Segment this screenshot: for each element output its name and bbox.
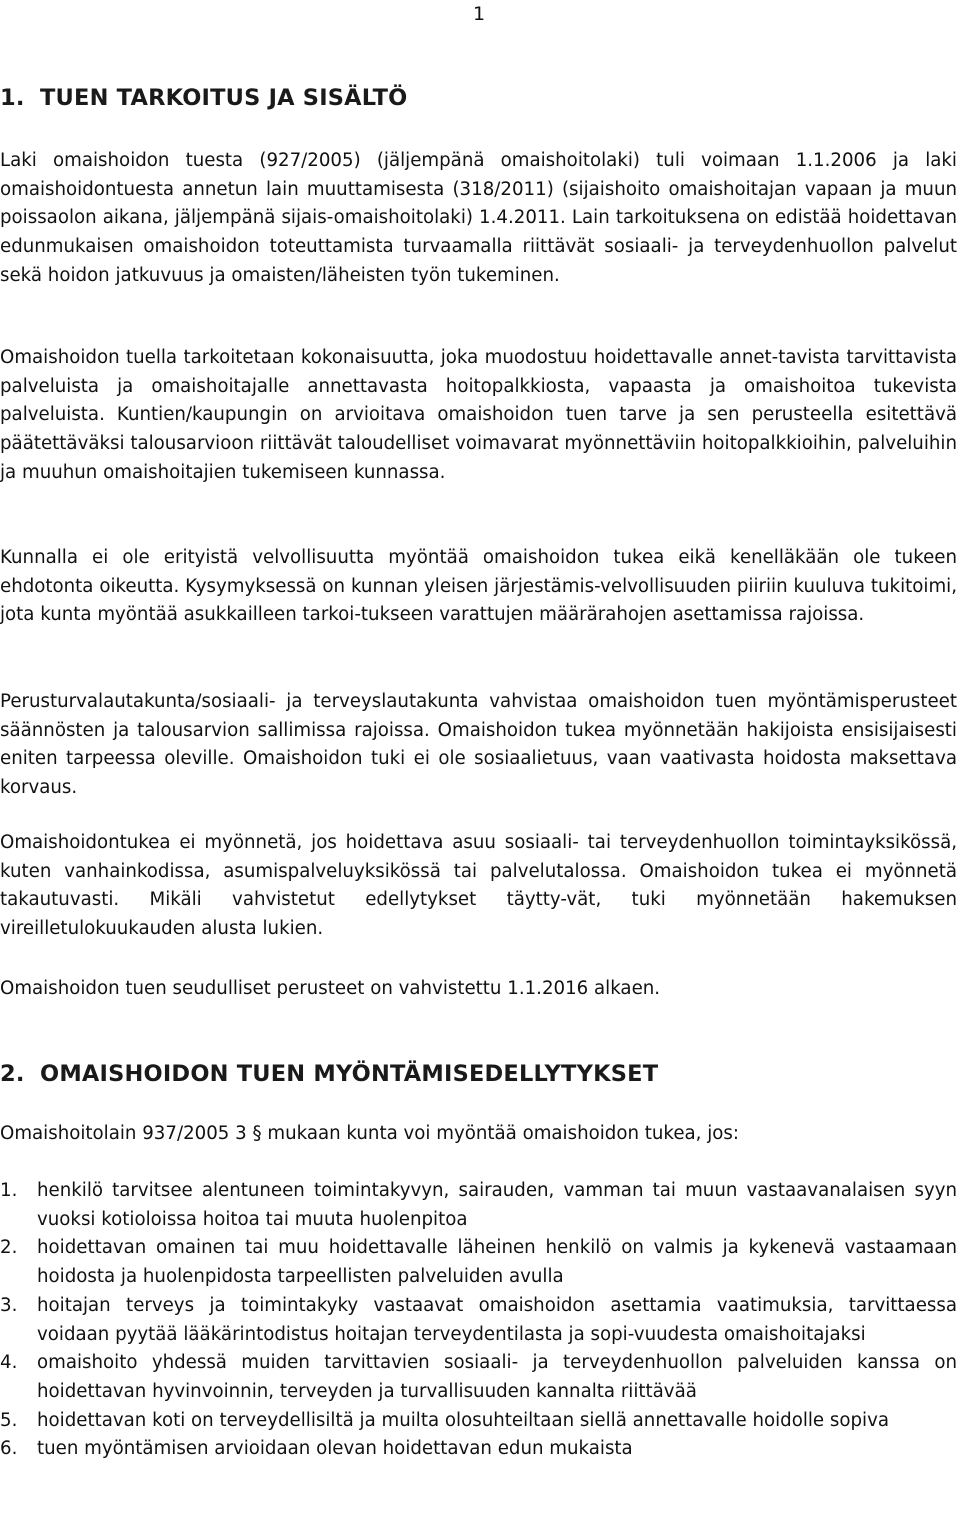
list-item-text: henkilö tarvitsee alentuneen toimintakyvyn, sairauden, vamman tai muun vastaavanalaisen syyn vuoksi kotioloissa hoitoa tai muuta huolenpitoa	[37, 1180, 957, 1230]
section-2-intro: Omaishoitolain 937/2005 3 § mukaan kunta voi myöntää omaishoidon tukea, jos:	[0, 1123, 739, 1144]
section-1-paragraph-5: Omaishoidontukea ei myönnetä, jos hoidettava asuu sosiaali- tai terveydenhuollon toimintayksikössä, kuten vanhainkodissa, asumispalveluyksikössä tai palvelutalossa. Omaishoidon tukea ei myönnetä takautuvasti. Mikäli vahvistetut edellytykset täytty-vät, tuki myönnetään hakemuksen vireilletulokuukauden alusta lukien.	[0, 832, 957, 940]
section-1-number: 1.	[0, 85, 25, 111]
section-2-title: OMAISHOIDON TUEN MYÖNTÄMISEDELLYTYKSET	[40, 1061, 659, 1087]
section-1-paragraph-6: Omaishoidon tuen seudulliset perusteet on vahvistettu 1.1.2016 alkaen.	[0, 978, 661, 999]
list-item	[0, 1292, 957, 1349]
list-item	[0, 1234, 957, 1291]
list-item-number: 6.	[0, 1438, 18, 1460]
section-1-heading	[0, 85, 407, 111]
list-item-number: 1.	[0, 1180, 18, 1201]
section-1-paragraph-4: Perusturvalautakunta/sosiaali- ja terveyslautakunta vahvistaa omaishoidon tuen myöntämisperusteet säännösten ja talousarvion sallimissa rajoissa. Omaishoidon tukea myönnetään hakijoista ensisijaisesti eniten tarpeessa oleville. Omaishoidon tuki ei ole sosiaalietuus, vaan vaativasta hoidosta maksettava korvaus.	[0, 691, 957, 799]
section-1-paragraph-2: Omaishoidon tuella tarkoitetaan kokonaisuutta, joka muodostuu hoidettavalle annet-tavista tarvittavista palveluista ja omaishoitajalle annettavasta hoitopalkkiosta, vapaasta ja omaishoitoa tukevista palveluista. Kuntien/kaupungin on arvioitava omaishoidon tuen tarve ja sen perusteella esitettävä päätettäväksi talousarvioon riittävät taloudelliset voimavarat myönnettäviin hoitopalkkioihin, palveluihin ja muuhun omaishoitajien tukemiseen kunnassa.	[0, 347, 957, 483]
list-item	[0, 1349, 957, 1406]
list-item-text: omaishoito yhdessä muiden tarvittavien sosiaali- ja terveydenhuollon palveluiden kanssa on hoidettavan hyvinvoinnin, terveyden ja turvallisuuden kannalta riittävää	[37, 1352, 957, 1402]
list-item-text: hoitajan terveys ja toimintakyky vastaavat omaishoidon asettamia vaatimuksia, tarvittaessa voidaan pyytää lääkärintodistus hoitajan terveydentilasta ja sopi-vuudesta omaishoitajaksi	[37, 1294, 957, 1345]
section-2-number: 2.	[0, 1061, 25, 1087]
list-item-text: hoidettavan omainen tai muu hoidettavalle läheinen henkilö on valmis ja kykenevä vastaamaan hoidosta ja huolenpidosta tarpeellisten palveluiden avulla	[37, 1237, 957, 1288]
list-item	[0, 1177, 957, 1234]
list-item-number: 4.	[0, 1352, 18, 1374]
conditions-list	[0, 1177, 957, 1464]
list-item-number: 5.	[0, 1409, 18, 1431]
list-item-text: tuen myöntämisen arvioidaan olevan hoidettavan edun mukaista	[37, 1438, 633, 1460]
list-item	[0, 1407, 957, 1436]
page-number: 1	[473, 3, 486, 25]
list-item-text: hoidettavan koti on terveydellisiltä ja muilta olosuhteiltaan siellä annettavalle hoidolle sopiva	[37, 1409, 890, 1431]
list-item-number: 2.	[0, 1237, 18, 1259]
list-item	[0, 1435, 957, 1464]
section-2-heading	[0, 1061, 658, 1087]
section-1-paragraph-1: Laki omaishoidon tuesta (927/2005) (jäljempänä omaishoitolaki) tuli voimaan 1.1.2006 ja laki omaishoidontuesta annetun lain muuttamisesta (318/2011) (sijaishoito omaishoitajan vapaan ja muun poissaolon aikana, jäljempänä sijais-omaishoitolaki) 1.4.2011. Lain tarkoituksena on edistää hoidettavan edunmukaisen omaishoidon toteuttamista turvaamalla riittävät sosiaali- ja terveydenhuollon palvelut sekä hoidon jatkuvuus ja omaisten/läheisten työn tukeminen.	[0, 150, 957, 286]
list-item-number: 3.	[0, 1294, 18, 1316]
section-1-title: TUEN TARKOITUS JA SISÄLTÖ	[40, 85, 408, 111]
section-1-paragraph-3: Kunnalla ei ole erityistä velvollisuutta myöntää omaishoidon tukea eikä kenelläkään ole tukeen ehdotonta oikeutta. Kysymyksessä on kunnan yleisen järjestämis-velvollisuuden piiriin kuuluva tukitoimi, jota kunta myöntää asukkailleen tarkoi-tukseen varattujen määrärahojen asettamissa rajoissa.	[0, 547, 957, 626]
